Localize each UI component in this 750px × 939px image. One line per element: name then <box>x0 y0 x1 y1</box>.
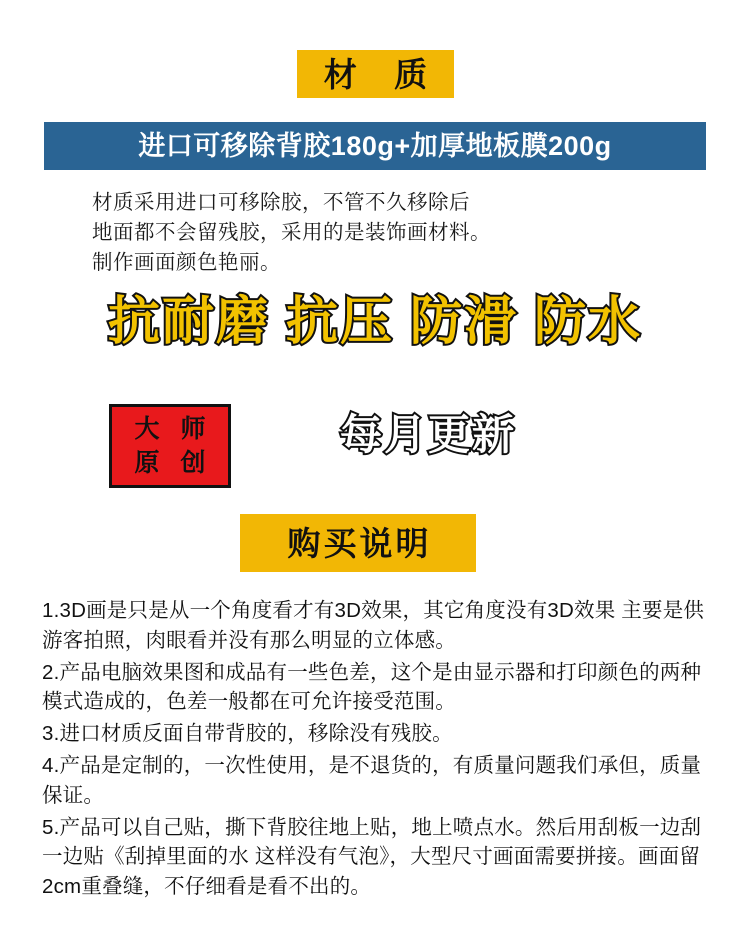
feature-headline <box>0 293 750 351</box>
material-description-line-2: 地面都不会留残胶，采用的是装饰画材料。 <box>92 221 491 244</box>
purchase-note-5: 5.产品可以自己贴，撕下背胶往地上贴，地上喷点水。然后用刮板一边刮一边贴《刮掉里面的水 这样没有气泡》，大型尺寸画面需要拼接。画面留2cm重叠缝，不仔细看是看不出的。 <box>42 815 702 898</box>
material-spec-banner <box>44 122 706 170</box>
material-spec-text: 进口可移除背胶180g+加厚地板膜200g <box>138 130 612 161</box>
purchase-note-1: 1.3D画是只是从一个角度看才有3D效果，其它角度没有3D效果 主要是供游客拍照，肉眼看并没有那么明显的立体感。 <box>42 599 705 652</box>
section-title-badge <box>297 50 454 98</box>
feature-wear-resistant: 抗耐磨 <box>107 293 270 351</box>
purchase-note-4: 4.产品是定制的，一次性使用，是不退货的，有质量问题我们承但，质量保证。 <box>42 754 702 807</box>
original-design-line-1: 大 师 <box>134 415 213 443</box>
purchase-instructions-title: 购买说明 <box>287 524 432 562</box>
material-description-line-3: 制作画面颜色艳丽。 <box>92 251 281 274</box>
material-description-line-1: 材质采用进口可移除胶，不管不久移除后 <box>92 191 470 214</box>
section-title-text: 材 质 <box>323 55 442 93</box>
purchase-note-3: 3.进口材质反面自带背胶的，移除没有残胶。 <box>42 722 453 745</box>
original-design-badge <box>109 404 231 488</box>
monthly-update-text: 每月更新 <box>340 411 517 458</box>
feature-pressure-resistant: 抗压 <box>285 293 394 351</box>
material-description <box>92 188 652 278</box>
feature-waterproof: 防水 <box>534 293 643 351</box>
purchase-notes-list <box>42 596 714 904</box>
original-design-line-2: 原 创 <box>134 449 213 477</box>
feature-anti-slip: 防滑 <box>410 293 519 351</box>
purchase-instructions-badge <box>240 514 476 572</box>
purchase-note-2: 2.产品电脑效果图和成品有一些色差，这个是由显示器和打印颜色的两种模式造成的，色差一般都在可允许接受范围。 <box>42 660 702 713</box>
